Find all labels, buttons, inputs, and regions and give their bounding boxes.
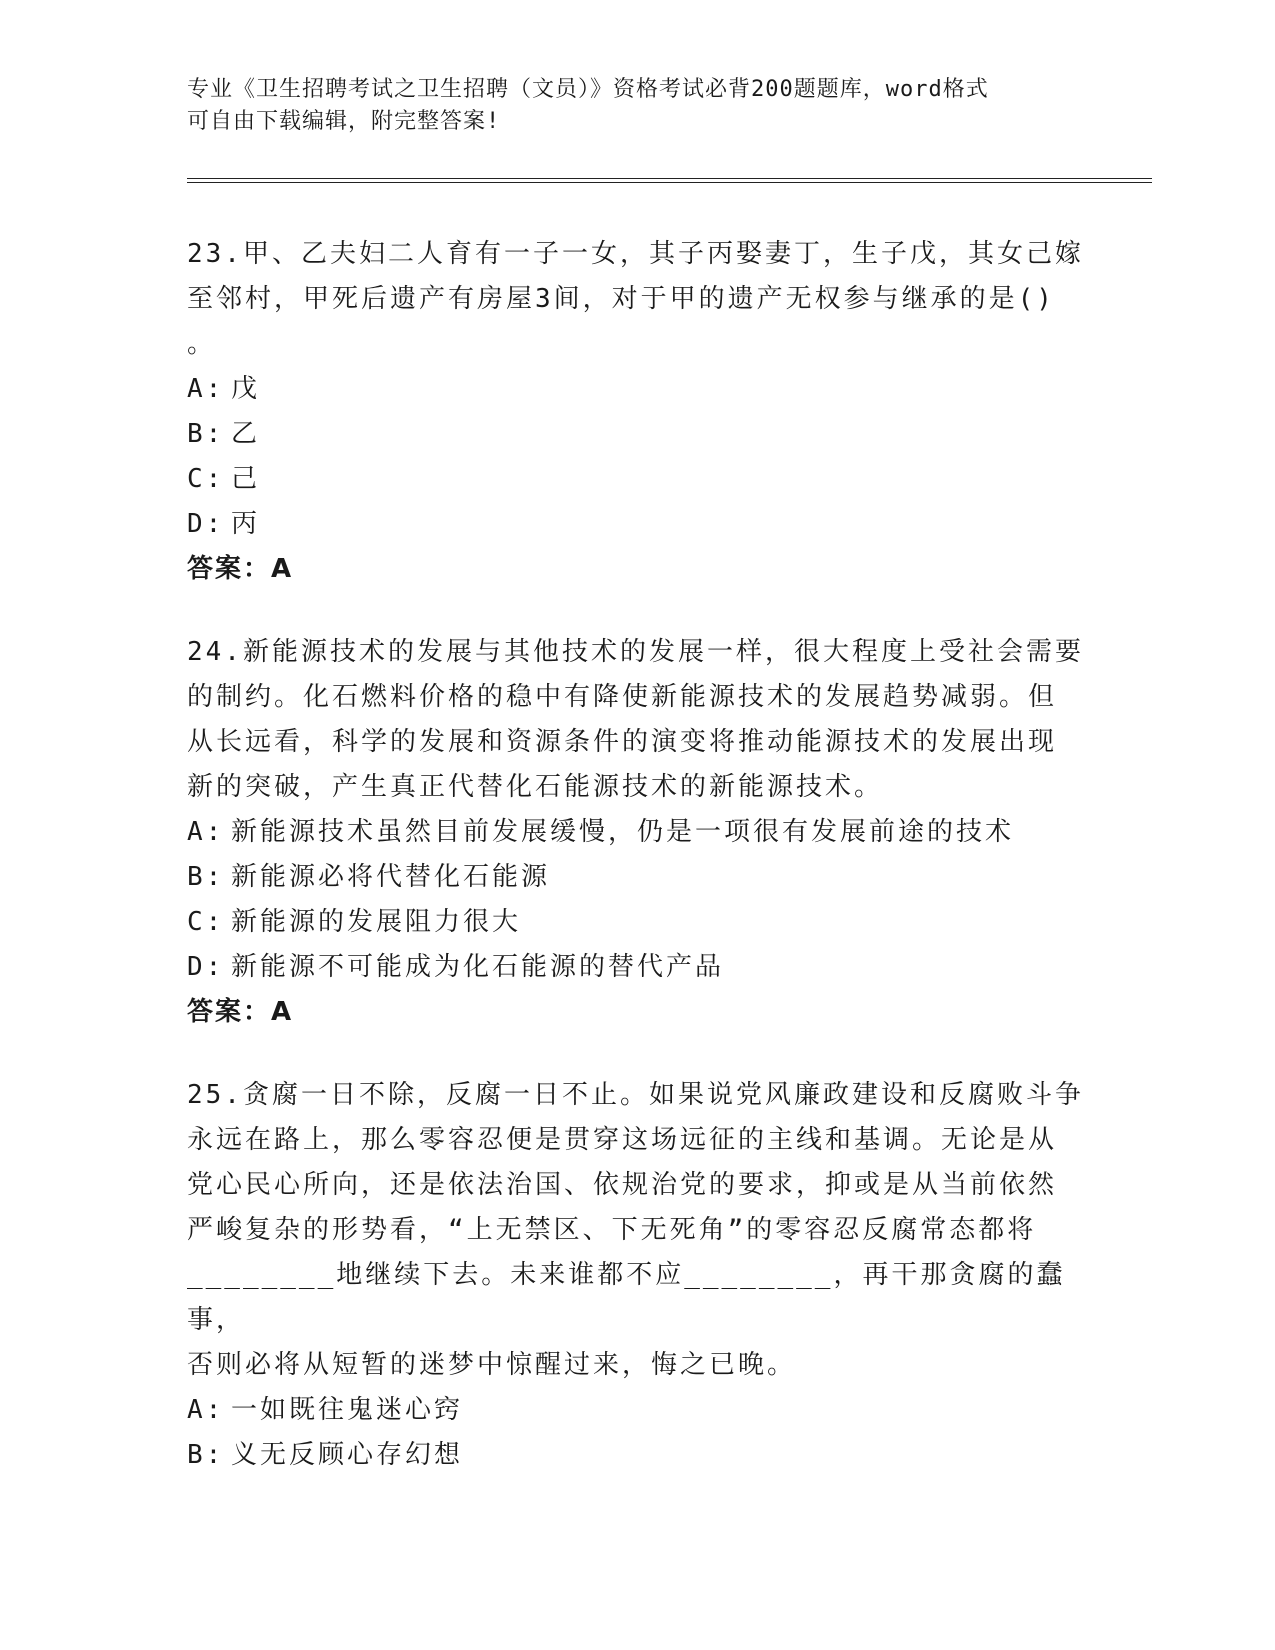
option-letter: C:	[187, 907, 225, 937]
stem-line: 25.贪腐一日不除，反腐一日不止。如果说党风廉政建设和反腐败斗争	[187, 1080, 1084, 1110]
header-line-1: 专业《卫生招聘考试之卫生招聘（文员）》资格考试必背200题题库，word格式	[187, 77, 989, 102]
option-letter: A:	[187, 817, 225, 847]
stem-line: 从长远看，科学的发展和资源条件的演变将推动能源技术的发展出现	[187, 727, 1058, 757]
stem-line: 否则必将从短暂的迷梦中惊醒过来，悔之已晚。	[187, 1350, 797, 1380]
option-d	[187, 502, 1087, 547]
option-c	[187, 900, 1087, 945]
answer-label: 答案：A	[187, 554, 294, 584]
stem-line: 永远在路上，那么零容忍便是贯穿这场远征的主线和基调。无论是从	[187, 1125, 1058, 1155]
option-letter: B:	[187, 1440, 225, 1470]
question-stem	[187, 630, 1087, 810]
option-text: 新能源技术虽然目前发展缓慢，仍是一项很有发展前途的技术	[231, 817, 1015, 847]
stem-line: 24.新能源技术的发展与其他技术的发展一样，很大程度上受社会需要	[187, 637, 1084, 667]
answer-label: 答案：A	[187, 997, 294, 1027]
option-text: 新能源必将代替化石能源	[231, 862, 551, 892]
header-line-2: 可自由下载编辑，附完整答案!	[187, 109, 501, 134]
option-letter: A:	[187, 374, 225, 404]
question-stem	[187, 232, 1087, 367]
option-b	[187, 412, 1087, 457]
option-letter: B:	[187, 419, 225, 449]
option-text: 乙	[231, 419, 261, 449]
option-text: 新能源不可能成为化石能源的替代产品	[231, 952, 725, 982]
option-a	[187, 810, 1087, 855]
question-24	[187, 630, 1087, 1035]
option-letter: A:	[187, 1395, 225, 1425]
stem-line: 。	[187, 329, 217, 359]
option-text: 新能源的发展阻力很大	[231, 907, 522, 937]
question-25	[187, 1073, 1087, 1478]
header-divider	[187, 178, 1152, 183]
stem-line: 新的突破，产生真正代替化石能源技术的新能源技术。	[187, 772, 884, 802]
stem-line: 的制约。化石燃料价格的稳中有降使新能源技术的发展趋势减弱。但	[187, 682, 1058, 712]
option-a	[187, 1388, 1087, 1433]
question-list	[187, 232, 1087, 1516]
stem-line: 至邻村，甲死后遗产有房屋3间，对于甲的遗产无权参与继承的是()	[187, 284, 1055, 314]
option-c	[187, 457, 1087, 502]
question-23	[187, 232, 1087, 592]
option-letter: C:	[187, 464, 225, 494]
option-b	[187, 855, 1087, 900]
stem-line: 23.甲、乙夫妇二人育有一子一女，其子丙娶妻丁，生子戊，其女己嫁	[187, 239, 1084, 269]
option-b	[187, 1433, 1087, 1478]
option-letter: D:	[187, 509, 225, 539]
option-letter: D:	[187, 952, 225, 982]
option-text: 己	[231, 464, 261, 494]
stem-line: 严峻复杂的形势看，“上无禁区、下无死角”的零容忍反腐常态都将	[187, 1215, 1037, 1245]
option-letter: B:	[187, 862, 225, 892]
stem-line: ________地继续下去。未来谁都不应________，再干那贪腐的蠢事，	[187, 1260, 1066, 1335]
document-header	[187, 74, 1087, 138]
option-text: 戊	[231, 374, 261, 404]
option-text: 一如既往鬼迷心窍	[231, 1395, 464, 1425]
option-text: 丙	[231, 509, 261, 539]
option-d	[187, 945, 1087, 990]
stem-line: 党心民心所向，还是依法治国、依规治党的要求，抑或是从当前依然	[187, 1170, 1058, 1200]
question-stem	[187, 1073, 1087, 1388]
option-text: 义无反顾心存幻想	[231, 1440, 464, 1470]
option-a	[187, 367, 1087, 412]
